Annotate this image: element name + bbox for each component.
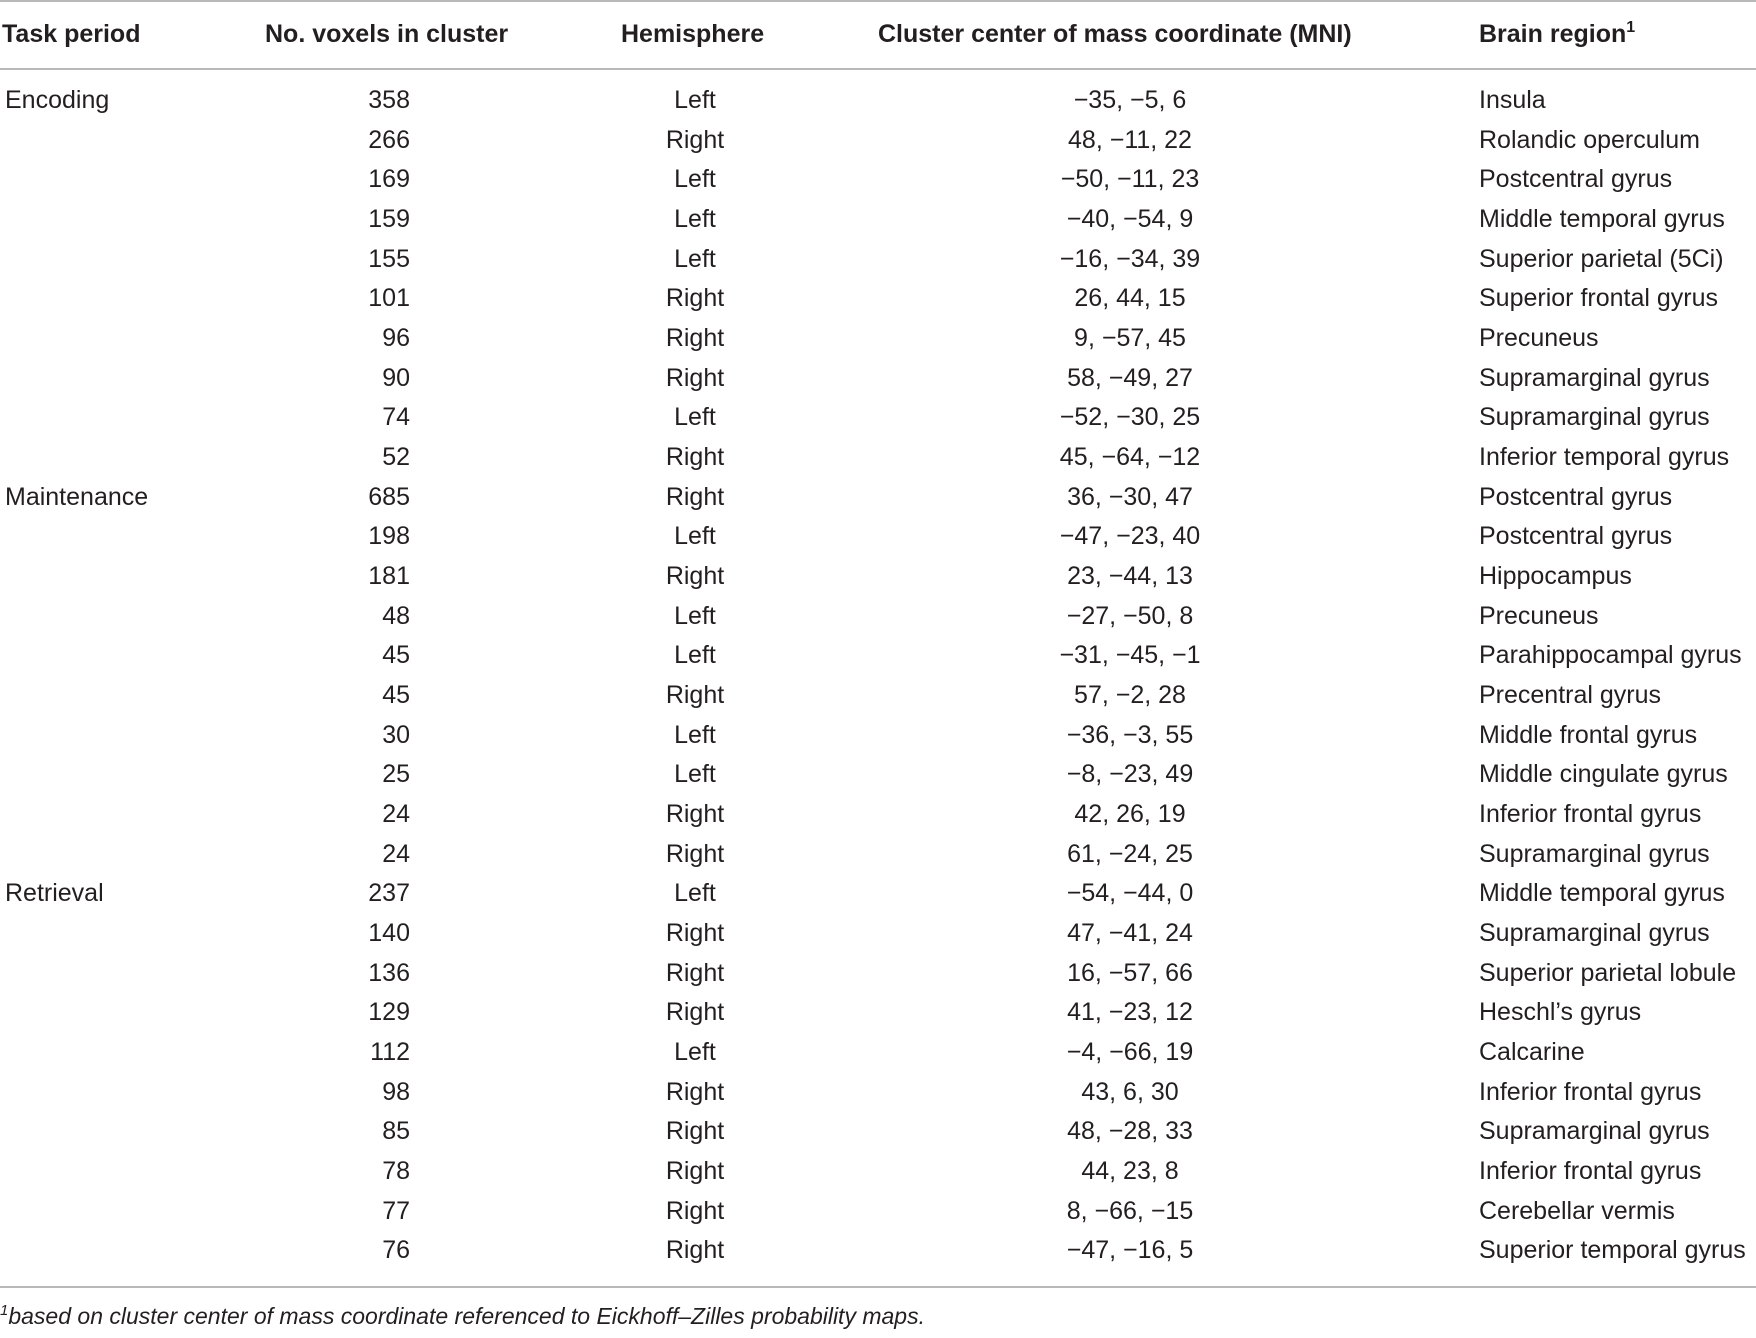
table-row: [0, 239, 1756, 279]
cell-brain-region: Hippocampus: [1479, 562, 1632, 591]
cell-brain-region: Superior frontal gyrus: [1479, 284, 1719, 313]
cell-coordinate: −50, −11, 23: [1060, 165, 1200, 194]
cell-coordinate: 42, 26, 19: [1074, 800, 1186, 829]
table-row: [0, 159, 1756, 199]
table-row: [0, 1151, 1756, 1191]
cell-coordinate: 16, −57, 66: [1067, 958, 1193, 987]
table-bottom-rule: [0, 1286, 1756, 1288]
cell-voxels: 101: [368, 284, 410, 313]
cell-brain-region: Rolandic operculum: [1479, 125, 1700, 154]
cell-coordinate: 57, −2, 28: [1074, 681, 1186, 710]
cell-coordinate: −47, −16, 5: [1066, 1236, 1194, 1265]
table-row: [0, 834, 1756, 874]
cell-voxels: 266: [368, 125, 410, 154]
cell-hemisphere: Right: [665, 919, 725, 948]
cell-hemisphere: Left: [674, 403, 716, 432]
cell-voxels: 24: [382, 800, 410, 829]
cell-coordinate: 48, −28, 33: [1067, 1117, 1193, 1146]
cell-hemisphere: Left: [674, 244, 716, 273]
cell-hemisphere: Right: [665, 443, 725, 472]
cell-voxels: 169: [368, 165, 410, 194]
header-task-period: Task period: [2, 20, 141, 48]
table-row: [0, 1032, 1756, 1072]
cell-brain-region: Postcentral gyrus: [1479, 522, 1673, 551]
cell-voxels: 159: [368, 205, 410, 234]
table-row: [0, 873, 1756, 913]
header-hemisphere: Hemisphere: [621, 20, 765, 48]
cell-brain-region: Middle frontal gyrus: [1479, 720, 1698, 749]
cell-voxels: 96: [382, 324, 410, 353]
table-row: [0, 397, 1756, 437]
header-rule: [0, 68, 1756, 70]
table-row: [0, 913, 1756, 953]
cell-hemisphere: Left: [674, 205, 716, 234]
cell-voxels: 90: [382, 363, 410, 392]
cell-brain-region: Precuneus: [1479, 324, 1599, 353]
cell-voxels: 136: [368, 958, 410, 987]
cell-hemisphere: Right: [665, 681, 725, 710]
cell-brain-region: Middle cingulate gyrus: [1479, 760, 1728, 789]
cell-hemisphere: Right: [665, 1157, 725, 1186]
cell-brain-region: Parahippocampal gyrus: [1479, 641, 1742, 670]
cell-coordinate: −36, −3, 55: [1066, 720, 1194, 749]
table-row: [0, 477, 1756, 517]
cell-coordinate: −8, −23, 49: [1066, 760, 1194, 789]
table-row: [0, 437, 1756, 477]
cell-hemisphere: Left: [674, 165, 716, 194]
cell-hemisphere: Right: [665, 839, 725, 868]
table-row: [0, 675, 1756, 715]
header-region-footnote-marker: 1: [1626, 19, 1636, 36]
cell-voxels: 30: [382, 720, 410, 749]
cell-coordinate: −47, −23, 40: [1059, 522, 1201, 551]
cell-coordinate: 23, −44, 13: [1067, 562, 1193, 591]
cell-brain-region: Inferior frontal gyrus: [1479, 1157, 1702, 1186]
cell-brain-region: Calcarine: [1479, 1038, 1585, 1067]
table-row: [0, 516, 1756, 556]
cell-brain-region: Supramarginal gyrus: [1479, 363, 1710, 392]
cell-coordinate: 58, −49, 27: [1067, 363, 1193, 392]
cell-hemisphere: Right: [665, 562, 725, 591]
header-voxels: No. voxels in cluster: [265, 20, 509, 48]
header-coordinate: Cluster center of mass coordinate (MNI): [878, 20, 1352, 48]
cell-hemisphere: Right: [665, 958, 725, 987]
table-row: [0, 318, 1756, 358]
cell-voxels: 685: [368, 482, 410, 511]
table-row: [0, 953, 1756, 993]
table-row: [0, 278, 1756, 318]
cell-brain-region: Insula: [1479, 86, 1546, 114]
cell-hemisphere: Right: [665, 125, 725, 154]
cell-hemisphere: Right: [665, 998, 725, 1027]
footnote-text: based on cluster center of mass coordinate referenced to Eickhoff–Zilles probability maps.: [8, 1303, 925, 1329]
cell-voxels: 237: [368, 879, 410, 908]
table-row: [0, 358, 1756, 398]
table-row: [0, 1072, 1756, 1112]
cell-voxels: 98: [382, 1077, 410, 1106]
cell-hemisphere: Left: [674, 760, 716, 789]
table-row: [0, 80, 1756, 120]
cell-voxels: 198: [368, 522, 410, 551]
cell-coordinate: 48, −11, 22: [1068, 125, 1192, 154]
table-header-row: [0, 14, 1756, 54]
cell-hemisphere: Right: [665, 324, 725, 353]
cell-hemisphere: Left: [674, 601, 716, 630]
table-body: [0, 80, 1756, 1270]
table-row: [0, 992, 1756, 1032]
cell-hemisphere: Right: [665, 1196, 725, 1225]
cell-hemisphere: Right: [665, 800, 725, 829]
cell-hemisphere: Left: [674, 1038, 716, 1067]
cell-task-period: Retrieval: [5, 879, 104, 908]
cell-voxels: 74: [382, 403, 410, 432]
cell-coordinate: 44, 23, 8: [1081, 1157, 1179, 1186]
cell-voxels: 181: [368, 562, 410, 591]
cell-brain-region: Postcentral gyrus: [1479, 482, 1673, 511]
cell-voxels: 358: [368, 86, 410, 114]
cell-brain-region: Heschl’s gyrus: [1479, 998, 1642, 1027]
cell-voxels: 45: [382, 641, 410, 670]
header-region-label: Brain region: [1479, 20, 1627, 48]
cell-brain-region: Supramarginal gyrus: [1479, 919, 1710, 948]
table-row: [0, 199, 1756, 239]
cell-voxels: 25: [382, 760, 410, 789]
cell-hemisphere: Right: [665, 363, 725, 392]
cell-hemisphere: Right: [665, 1117, 725, 1146]
cell-coordinate: 47, −41, 24: [1067, 919, 1193, 948]
table-row: [0, 596, 1756, 636]
table-row: [0, 715, 1756, 755]
cell-coordinate: 43, 6, 30: [1081, 1077, 1179, 1106]
cell-hemisphere: Right: [665, 284, 725, 313]
table-row: [0, 635, 1756, 675]
table-row: [0, 120, 1756, 160]
cell-brain-region: Supramarginal gyrus: [1479, 403, 1710, 432]
cell-brain-region: Inferior frontal gyrus: [1479, 1077, 1702, 1106]
cell-brain-region: Superior temporal gyrus: [1479, 1236, 1746, 1265]
cell-voxels: 48: [382, 601, 410, 630]
cell-hemisphere: Right: [665, 482, 725, 511]
cell-voxels: 24: [382, 839, 410, 868]
cell-coordinate: 61, −24, 25: [1067, 839, 1193, 868]
cell-coordinate: −4, −66, 19: [1066, 1038, 1194, 1067]
cell-voxels: 52: [382, 443, 410, 472]
cell-coordinate: 45, −64, −12: [1059, 443, 1201, 472]
cell-brain-region: Supramarginal gyrus: [1479, 1117, 1710, 1146]
cell-coordinate: −54, −44, 0: [1066, 879, 1194, 908]
cell-coordinate: 26, 44, 15: [1074, 284, 1186, 313]
cell-coordinate: −52, −30, 25: [1059, 403, 1201, 432]
cell-brain-region: Middle temporal gyrus: [1479, 205, 1725, 234]
cell-brain-region: Cerebellar vermis: [1479, 1196, 1675, 1225]
cell-brain-region: Inferior frontal gyrus: [1479, 800, 1702, 829]
cell-hemisphere: Right: [665, 1236, 725, 1265]
cell-voxels: 112: [370, 1038, 410, 1067]
cell-hemisphere: Left: [674, 86, 716, 114]
cell-brain-region: Superior parietal (5Ci): [1479, 244, 1724, 273]
table-footnote: [0, 1296, 925, 1336]
cell-coordinate: 36, −30, 47: [1067, 482, 1193, 511]
cell-coordinate: −40, −54, 9: [1066, 205, 1194, 234]
cell-brain-region: Supramarginal gyrus: [1479, 839, 1710, 868]
cell-voxels: 76: [382, 1236, 410, 1265]
cell-voxels: 129: [368, 998, 410, 1027]
table-row: [0, 1191, 1756, 1231]
cell-task-period: Encoding: [5, 86, 110, 114]
cell-coordinate: 8, −66, −15: [1066, 1196, 1194, 1225]
cell-brain-region: Inferior temporal gyrus: [1479, 443, 1730, 472]
cell-coordinate: 9, −57, 45: [1074, 324, 1186, 353]
cell-voxels: 85: [382, 1117, 410, 1146]
cell-coordinate: −35, −5, 6: [1073, 86, 1187, 114]
cell-hemisphere: Right: [665, 1077, 725, 1106]
cell-hemisphere: Left: [674, 720, 716, 749]
header-region: [1479, 14, 1635, 54]
cell-voxels: 78: [382, 1157, 410, 1186]
cell-task-period: Maintenance: [5, 482, 149, 511]
table-row: [0, 794, 1756, 834]
cell-brain-region: Superior parietal lobule: [1479, 958, 1737, 987]
table-row: [0, 556, 1756, 596]
table-row: [0, 1111, 1756, 1151]
footnote-marker: 1: [0, 1302, 9, 1319]
cell-hemisphere: Left: [674, 522, 716, 551]
cell-voxels: 140: [368, 919, 410, 948]
cell-hemisphere: Left: [674, 641, 716, 670]
cell-voxels: 45: [382, 681, 410, 710]
cell-voxels: 155: [368, 244, 410, 273]
table-row: [0, 1230, 1756, 1270]
cell-coordinate: 41, −23, 12: [1067, 998, 1193, 1027]
cell-brain-region: Precentral gyrus: [1479, 681, 1662, 710]
table-row: [0, 754, 1756, 794]
cell-voxels: 77: [382, 1196, 410, 1225]
table-top-rule: [0, 0, 1756, 2]
cell-coordinate: −27, −50, 8: [1066, 601, 1194, 630]
cell-brain-region: Middle temporal gyrus: [1479, 879, 1725, 908]
cell-brain-region: Postcentral gyrus: [1479, 165, 1673, 194]
cell-coordinate: −31, −45, −1: [1059, 641, 1201, 670]
cell-brain-region: Precuneus: [1479, 601, 1599, 630]
cell-hemisphere: Left: [674, 879, 716, 908]
cell-coordinate: −16, −34, 39: [1059, 244, 1201, 273]
